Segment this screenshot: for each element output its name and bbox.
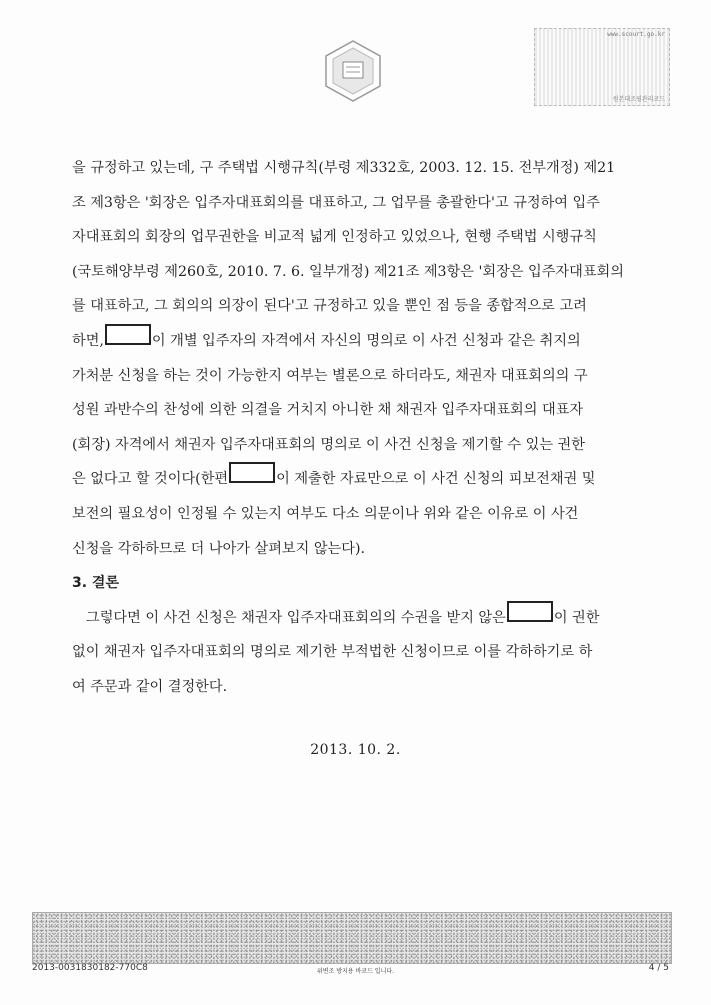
text-line: 보전의 필요성이 인정될 수 있는지 여부도 다소 의문이나 위와 같은 이유로 이 사건 <box>72 505 579 522</box>
text-line: (국토해양부령 제260호, 2010. 7. 6. 일부개정) 제21조 제3항은 '회장은 입주자대표회의 <box>72 263 624 280</box>
text-line: 를 대표하고, 그 회의의 의장이 된다'고 규정하고 있을 뿐인 점 등을 종합적으로 고려 <box>72 298 587 315</box>
text-line: (회장) 자격에서 채권자 입주자대표회의 명의로 이 사건 신청을 제기할 수 있는 권한 <box>72 436 585 453</box>
text-line: 가처분 신청을 하는 것이 가능한지 여부는 별론으로 하더라도, 채권자 대표회의의 구 <box>72 367 588 384</box>
decision-date: 2013. 10. 2. <box>310 742 401 758</box>
text-line: 없이 채권자 입주자대표회의 명의로 제기한 부적법한 신청이므로 이를 각하하기로 하 <box>72 644 593 661</box>
text-line: 성원 과반수의 찬성에 의한 의결을 거치지 아니한 채 채권자 입주자대표회의 대표자 <box>72 402 584 419</box>
redaction-box <box>229 462 275 483</box>
text-line: 자대표회의 회장의 업무권한을 비교적 넓게 인정하고 있었으나, 현행 주택법 시행규칙 <box>72 229 597 246</box>
court-emblem-icon <box>320 38 386 104</box>
decision-body <box>72 151 628 705</box>
text-line: 조 제3항은 '회장은 입주자대표회의를 대표하고, 그 업무를 총괄한다'고 규정하여 입주 <box>72 194 600 211</box>
verification-barcode <box>534 28 670 106</box>
barcode-notice: 위변조 방지용 바코드 입니다. <box>316 968 395 975</box>
text-line: 하면, 이 개별 입주자의 자격에서 자신의 명의로 이 사건 신청과 같은 취지의 <box>72 324 628 359</box>
anti-forgery-barcode <box>32 912 672 964</box>
redaction-box <box>507 601 553 622</box>
text-line: 신청을 각하하므로 더 나아가 살펴보지 않는다). <box>72 540 365 557</box>
barcode-caption: 원본대조필관리코드 <box>612 96 665 103</box>
page-number: 4 / 5 <box>648 963 669 973</box>
text-line: 여 주문과 같이 결정한다. <box>72 678 228 695</box>
section-heading: 3. 결론 <box>72 575 119 592</box>
text-line: 그렇다면 이 사건 신청은 채권자 입주자대표회의의 수권을 받지 않은 이 권한 <box>72 601 628 636</box>
text-line: 은 없다고 할 것이다(한편 이 제출한 자료만으로 이 사건 신청의 피보전채권 및 <box>72 462 628 497</box>
text-line: 을 규정하고 있는데, 구 주택법 시행규칙(부령 제332호, 2003. 12. 15. 전부개정) 제21 <box>72 160 616 176</box>
redaction-box <box>105 324 151 345</box>
document-number: 2013-0031830182-770C8 <box>32 963 148 973</box>
barcode-url: www.scourt.go.kr <box>607 31 665 38</box>
